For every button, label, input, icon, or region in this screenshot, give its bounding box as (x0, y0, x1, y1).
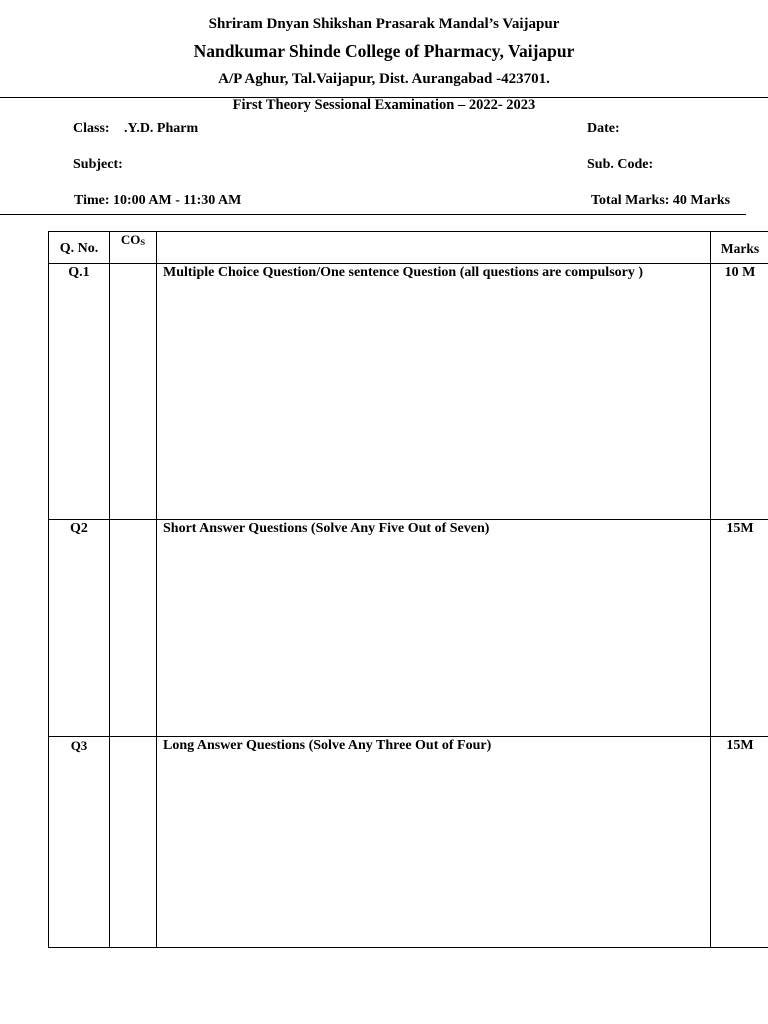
question-text: Long Answer Questions (Solve Any Three Out of Four) (163, 738, 492, 753)
table-row (49, 737, 768, 948)
sub-code-label: Sub. Code: (587, 157, 654, 172)
qno-text: Q2 (70, 521, 88, 536)
marks-text: 10 M (724, 265, 756, 280)
college-address: A/P Aghur, Tal.Vaijapur, Dist. Aurangabad -423701. (218, 71, 550, 87)
row-qno (49, 737, 110, 948)
row-cos (110, 520, 157, 737)
header-cos (110, 232, 157, 264)
row-question (157, 737, 711, 948)
row-cos (110, 737, 157, 948)
header-cos-subscript: S (140, 237, 146, 247)
qno-text: Q3 (70, 738, 88, 753)
question-paper-table (48, 231, 768, 948)
class-label: Class: (73, 121, 110, 136)
table-row (49, 264, 768, 520)
header-divider-bottom (0, 214, 746, 215)
total-marks-label: Total Marks: 40 Marks (591, 193, 731, 208)
trust-name: Shriram Dnyan Shikshan Prasarak Mandal’s Vaijapur (208, 16, 560, 32)
question-text: Multiple Choice Question/One sentence Question (all questions are compulsory ) (163, 265, 644, 280)
cos-text (110, 264, 156, 265)
row-question (157, 520, 711, 737)
marks-text: 15M (726, 521, 754, 536)
header-marks: Marks (711, 232, 768, 264)
table-header-row (49, 232, 768, 264)
question-text: Short Answer Questions (Solve Any Five Out of Seven) (163, 521, 490, 536)
row-marks (711, 264, 768, 520)
row-cos (110, 264, 157, 520)
marks-text: 15M (726, 738, 754, 753)
row-question (157, 264, 711, 520)
header-cos-text: CO (120, 232, 141, 247)
class-value: .Y.D. Pharm (124, 121, 199, 136)
date-label: Date: (587, 121, 620, 136)
row-qno (49, 520, 110, 737)
subject-label: Subject: (73, 157, 123, 172)
cos-text (110, 520, 156, 521)
table-row (49, 520, 768, 737)
college-name: Nandkumar Shinde College of Pharmacy, Vaijapur (193, 41, 575, 61)
header-qno: Q. No. (49, 232, 110, 264)
row-qno (49, 264, 110, 520)
header-question (157, 232, 711, 264)
row-marks (711, 520, 768, 737)
qno-text: Q.1 (68, 265, 90, 280)
row-marks (711, 737, 768, 948)
cos-text (110, 737, 156, 738)
exam-title: First Theory Sessional Examination – 2022- 2023 (232, 97, 536, 113)
time-label: Time: 10:00 AM - 11:30 AM (74, 193, 242, 208)
